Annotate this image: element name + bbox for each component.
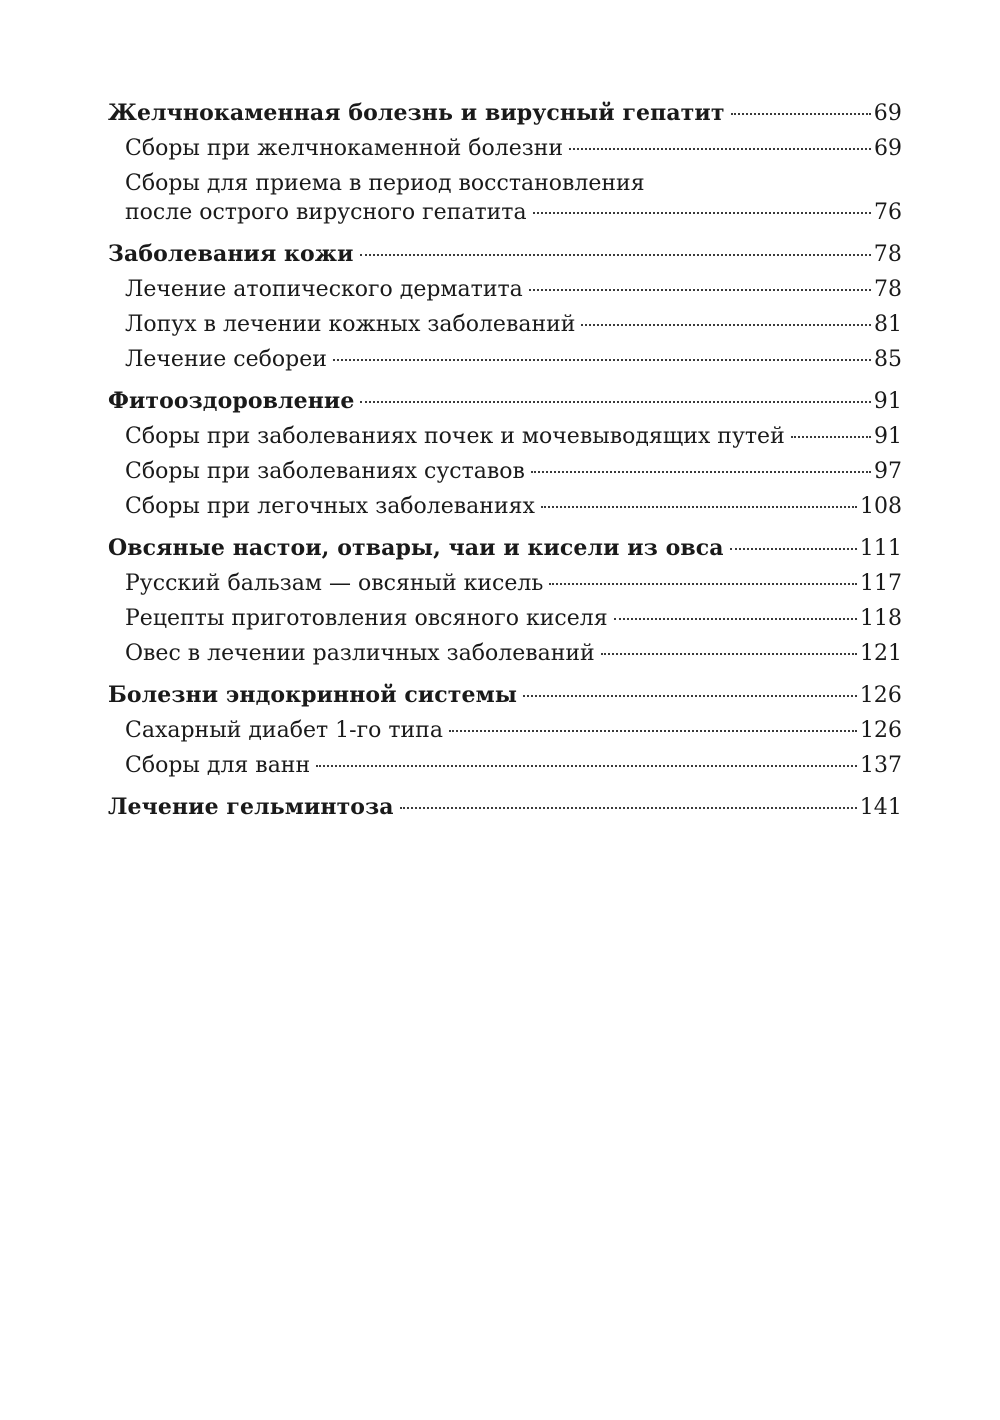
toc-page-number: 141 [859,795,902,820]
toc-subsection-title: Сахарный диабет 1-го типа [125,718,443,743]
toc-subsection-entry [108,342,902,377]
dot-leader [614,618,857,620]
dot-leader [730,548,857,550]
dot-leader [731,113,871,115]
toc-subsection-entry [108,419,902,454]
toc-page-number: 91 [874,424,902,449]
dot-leader [360,401,870,403]
toc-subsection-entry [108,166,902,230]
toc-subsection-entry [108,131,902,166]
toc-subsection-title: Сборы при заболеваниях почек и мочевыводящих путей [125,424,785,449]
toc-page-number: 126 [859,683,902,708]
dot-leader [531,471,871,473]
toc-page-number: 91 [873,389,902,414]
toc-section-title: Заболевания кожи [108,241,354,267]
dot-leader [360,254,871,256]
toc-section-title: Желчнокаменная болезнь и вирусный гепатит [108,100,725,126]
table-of-contents [108,96,902,825]
toc-page-number: 81 [874,312,902,337]
toc-section-entry [108,237,902,272]
toc-subsection-title: Сборы при заболеваниях суставов [125,459,525,484]
dot-leader [541,506,857,508]
toc-page-number: 69 [874,136,902,161]
toc-subsection-title: Лечение атопического дерматита [125,277,523,302]
toc-section-entry [108,790,902,825]
toc-subsection-entry [108,748,902,783]
toc-page-number: 126 [860,718,902,743]
toc-page-number: 111 [859,536,902,561]
toc-subsection-entry [108,272,902,307]
dot-leader [529,289,871,291]
dot-leader [316,765,857,767]
dot-leader [791,436,871,438]
toc-subsection-entry [108,713,902,748]
toc-page-number: 117 [860,571,902,596]
toc-subsection-entry [108,489,902,524]
dot-leader [523,695,857,697]
toc-page-number: 85 [874,347,902,372]
dot-leader [533,212,871,214]
toc-subsection-title: Овес в лечении различных заболеваний [125,641,595,666]
toc-page-number: 118 [860,606,902,631]
toc-subsection-title: Рецепты приготовления овсяного киселя [125,606,608,631]
toc-section-entry [108,96,902,131]
toc-page-number: 78 [873,242,902,267]
toc-subsection-title: Сборы для ванн [125,753,311,778]
dot-leader [549,583,857,585]
toc-page-number: 69 [873,101,902,126]
toc-section-entry [108,531,902,566]
toc-page-number: 108 [860,494,902,519]
toc-subsection-entry [108,307,902,342]
dot-leader [333,359,871,361]
toc-section-title: Овсяные настои, отвары, чаи и кисели из овса [108,535,724,561]
toc-subsection-title-line1: Сборы для приема в период восстановления [125,171,645,196]
toc-subsection-entry [108,636,902,671]
toc-subsection-entry [108,454,902,489]
toc-page-number: 137 [860,753,902,778]
toc-subsection-entry [108,566,902,601]
toc-subsection-title: Лопух в лечении кожных заболеваний [125,312,576,337]
toc-section-title: Лечение гельминтоза [108,794,394,820]
toc-page-number: 78 [874,277,902,302]
dot-leader [449,730,857,732]
dot-leader [400,807,857,809]
toc-subsection-title-line2: после острого вирусного гепатита [125,200,527,225]
toc-page-number: 121 [860,641,902,666]
dot-leader [581,324,871,326]
toc-page-number: 97 [874,459,902,484]
dot-leader [569,148,871,150]
toc-subsection-title: Сборы при желчнокаменной болезни [125,136,564,161]
toc-subsection-entry [108,601,902,636]
toc-subsection-title: Русский бальзам — овсяный кисель [125,571,544,596]
toc-subsection-title: Сборы при легочных заболеваниях [125,494,535,519]
toc-section-title: Болезни эндокринной системы [108,682,517,708]
dot-leader [601,653,857,655]
toc-subsection-line2 [125,198,902,227]
toc-section-entry [108,678,902,713]
toc-page-number: 76 [874,200,902,225]
toc-section-title: Фитооздоровление [108,388,355,414]
toc-section-entry [108,384,902,419]
toc-subsection-title: Лечение себореи [125,347,327,372]
